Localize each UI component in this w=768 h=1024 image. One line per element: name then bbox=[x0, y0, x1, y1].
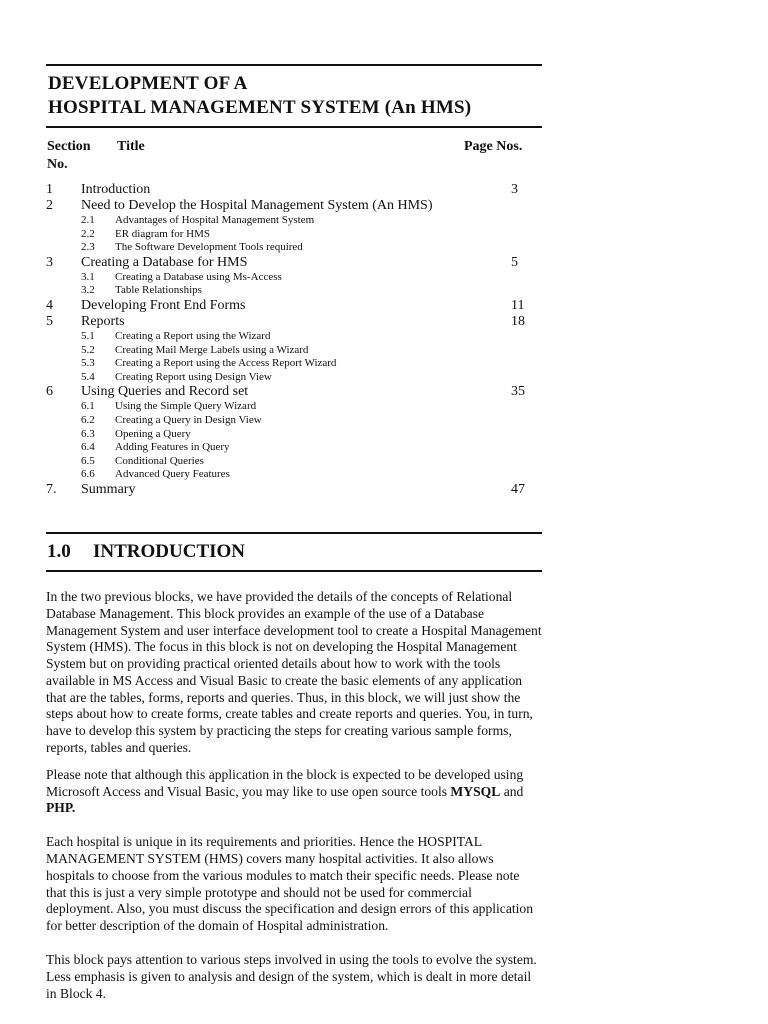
section-rule bbox=[46, 570, 542, 572]
toc-subentry bbox=[46, 357, 542, 371]
title-line-1: DEVELOPMENT OF A bbox=[48, 73, 248, 94]
toc-subentry bbox=[46, 455, 542, 469]
toc-header-title: Title bbox=[117, 139, 145, 154]
toc-subentry bbox=[46, 400, 542, 414]
top-rule bbox=[46, 64, 542, 66]
toc-entry bbox=[46, 182, 542, 198]
toc-subentry bbox=[46, 241, 542, 255]
toc-entry-title: Need to Develop the Hospital Management System (An HMS) bbox=[81, 198, 433, 213]
title-line-2: HOSPITAL MANAGEMENT SYSTEM (An HMS) bbox=[48, 97, 472, 118]
and-word: and bbox=[503, 783, 524, 799]
toc-entry-title: Developing Front End Forms bbox=[81, 297, 246, 313]
toc-subentry-number: 2.3 bbox=[81, 241, 95, 254]
toc-header-section-no-label: No. bbox=[47, 157, 68, 172]
toc-subentry-number: 6.5 bbox=[81, 454, 95, 467]
toc-subentry bbox=[46, 441, 542, 455]
section-top-rule bbox=[46, 532, 542, 534]
document-title bbox=[48, 72, 542, 120]
toc-entry bbox=[46, 482, 542, 498]
toc-subentry bbox=[46, 228, 542, 242]
toc-entry-page: 11 bbox=[511, 297, 525, 313]
mysql-term: MYSQL bbox=[450, 783, 501, 799]
toc-subentry-title: Creating a Report using the Wizard bbox=[115, 329, 271, 342]
toc-subentry bbox=[46, 284, 542, 298]
toc-subentry-number: 6.1 bbox=[81, 400, 95, 413]
toc-subentry-number: 6.2 bbox=[81, 413, 95, 426]
toc-entry bbox=[46, 384, 542, 400]
intro-paragraph-4: This block pays attention to various steps involved in using the tools to evolve the system. Less emphasis is given to analysis and design of the system, which is dealt in more detail in Block 4. bbox=[46, 952, 537, 1001]
intro-paragraph-1: In the two previous blocks, we have provided the details of the concepts of Relational Database Management. This block provides an example of the use of a Database Management System and user interface development tool to create a Hospital Management System (HMS). The focus in this block is not on developing the Hospital Management System but on providing practical oriented details about how to work with the tools available in MS Access and Visual Basic to create the basic elements of any application that are the tables, forms, reports and queries. Thus, in this block, we will just show the steps about how to create forms, create tables and create reports and queries. You, in turn, have to develop this system by practicing the steps for creating various sample forms, reports, tables and queries. bbox=[46, 588, 542, 756]
toc-subentry-number: 5.1 bbox=[81, 329, 95, 342]
toc-subentry-number: 5.3 bbox=[81, 357, 95, 370]
toc-entry bbox=[46, 298, 542, 314]
php-term: PHP. bbox=[46, 800, 76, 816]
intro-paragraph-2 bbox=[46, 767, 542, 817]
toc-subentry-number: 3.2 bbox=[81, 284, 95, 297]
toc-subentry-title: Conditional Queries bbox=[115, 454, 204, 467]
intro-paragraph-2-text: Please note that although this application in the block is expected to be developed using Microsoft Access and Visual Basic, you may like to use open source tools bbox=[46, 766, 524, 799]
toc-subentry-number: 5.2 bbox=[81, 343, 95, 356]
toc-subentry-number: 6.3 bbox=[81, 427, 95, 440]
toc-subentry bbox=[46, 428, 542, 442]
document-page bbox=[46, 64, 542, 1002]
toc-entry-number: 2 bbox=[46, 198, 53, 213]
toc-entry-number: 3 bbox=[46, 254, 53, 270]
toc-subentry-title: Opening a Query bbox=[115, 427, 191, 440]
toc-subentry-title: Creating a Report using the Access Report Wizard bbox=[115, 357, 337, 370]
toc-entry-title: Reports bbox=[81, 313, 125, 329]
toc-entry-number: 4 bbox=[46, 297, 53, 313]
table-of-contents bbox=[46, 182, 542, 498]
toc-header-section bbox=[47, 138, 107, 174]
toc-subentry-number: 2.2 bbox=[81, 227, 95, 240]
toc-subentry-title: The Software Development Tools required bbox=[115, 241, 303, 254]
toc-subentry-title: Creating a Query in Design View bbox=[115, 413, 262, 426]
toc-subentry bbox=[46, 468, 542, 482]
toc-subentry-title: Creating Report using Design View bbox=[115, 370, 272, 383]
section-number: 1.0 bbox=[47, 540, 71, 562]
toc-subentry-title: Table Relationships bbox=[115, 284, 202, 297]
toc-entry-page: 35 bbox=[511, 384, 525, 400]
toc-entry-page: 47 bbox=[511, 481, 525, 497]
toc-subentry bbox=[46, 330, 542, 344]
toc-subentry bbox=[46, 414, 542, 428]
toc-entry-title: Summary bbox=[81, 481, 136, 497]
toc-subentry bbox=[46, 214, 542, 228]
section-heading bbox=[47, 540, 542, 564]
toc-entry bbox=[46, 314, 542, 330]
toc-subentry-number: 6.4 bbox=[81, 441, 95, 454]
toc-subentry bbox=[46, 371, 542, 385]
toc-entry-number: 1 bbox=[46, 182, 53, 197]
toc-subentry-title: Advantages of Hospital Management System bbox=[115, 214, 315, 226]
toc-entry-page: 3 bbox=[511, 182, 518, 197]
toc-subentry bbox=[46, 344, 542, 358]
toc-subentry-number: 6.6 bbox=[81, 468, 95, 481]
toc-subentry-title: Adding Features in Query bbox=[115, 441, 230, 454]
toc-entry-number: 5 bbox=[46, 313, 53, 329]
toc-header-section-label: Section bbox=[47, 139, 91, 154]
toc-subentry bbox=[46, 271, 542, 285]
toc-entry bbox=[46, 198, 542, 214]
intro-paragraph-3: Each hospital is unique in its requirements and priorities. Hence the HOSPITAL MANAGEMENT SYSTEM (HMS) covers many hospital activities. It also allows hospitals to choose from the various modules to match their specific needs. Please note that this is just a very simple prototype and should not be used for commercial deployment. Also, you must discuss the specification and design errors of this application for better description of the domain of Hospital administration. bbox=[46, 834, 534, 934]
toc-entry-page: 5 bbox=[511, 254, 518, 270]
toc-entry-number: 6 bbox=[46, 384, 53, 400]
toc-entry-title: Using Queries and Record set bbox=[81, 384, 249, 400]
toc-subentry-title: Advanced Query Features bbox=[115, 468, 230, 481]
toc-subentry-number: 5.4 bbox=[81, 370, 95, 383]
toc-subentry-title: Using the Simple Query Wizard bbox=[115, 400, 257, 413]
toc-subentry-number: 3.1 bbox=[81, 270, 95, 283]
title-rule bbox=[46, 126, 542, 128]
toc-entry-title: Creating a Database for HMS bbox=[81, 254, 248, 270]
toc-subentry-number: 2.1 bbox=[81, 214, 95, 226]
toc-entry-title: Introduction bbox=[81, 182, 151, 197]
toc-header bbox=[46, 138, 542, 182]
toc-subentry-title: ER diagram for HMS bbox=[115, 227, 211, 240]
toc-entry bbox=[46, 255, 542, 271]
toc-entry-number: 7. bbox=[46, 481, 57, 497]
toc-header-page: Page Nos. bbox=[464, 139, 523, 154]
section-title: INTRODUCTION bbox=[93, 540, 246, 562]
toc-entry-page: 18 bbox=[511, 313, 525, 329]
toc-subentry-title: Creating a Database using Ms-Access bbox=[115, 270, 282, 283]
toc-subentry-title: Creating Mail Merge Labels using a Wizard bbox=[115, 343, 309, 356]
